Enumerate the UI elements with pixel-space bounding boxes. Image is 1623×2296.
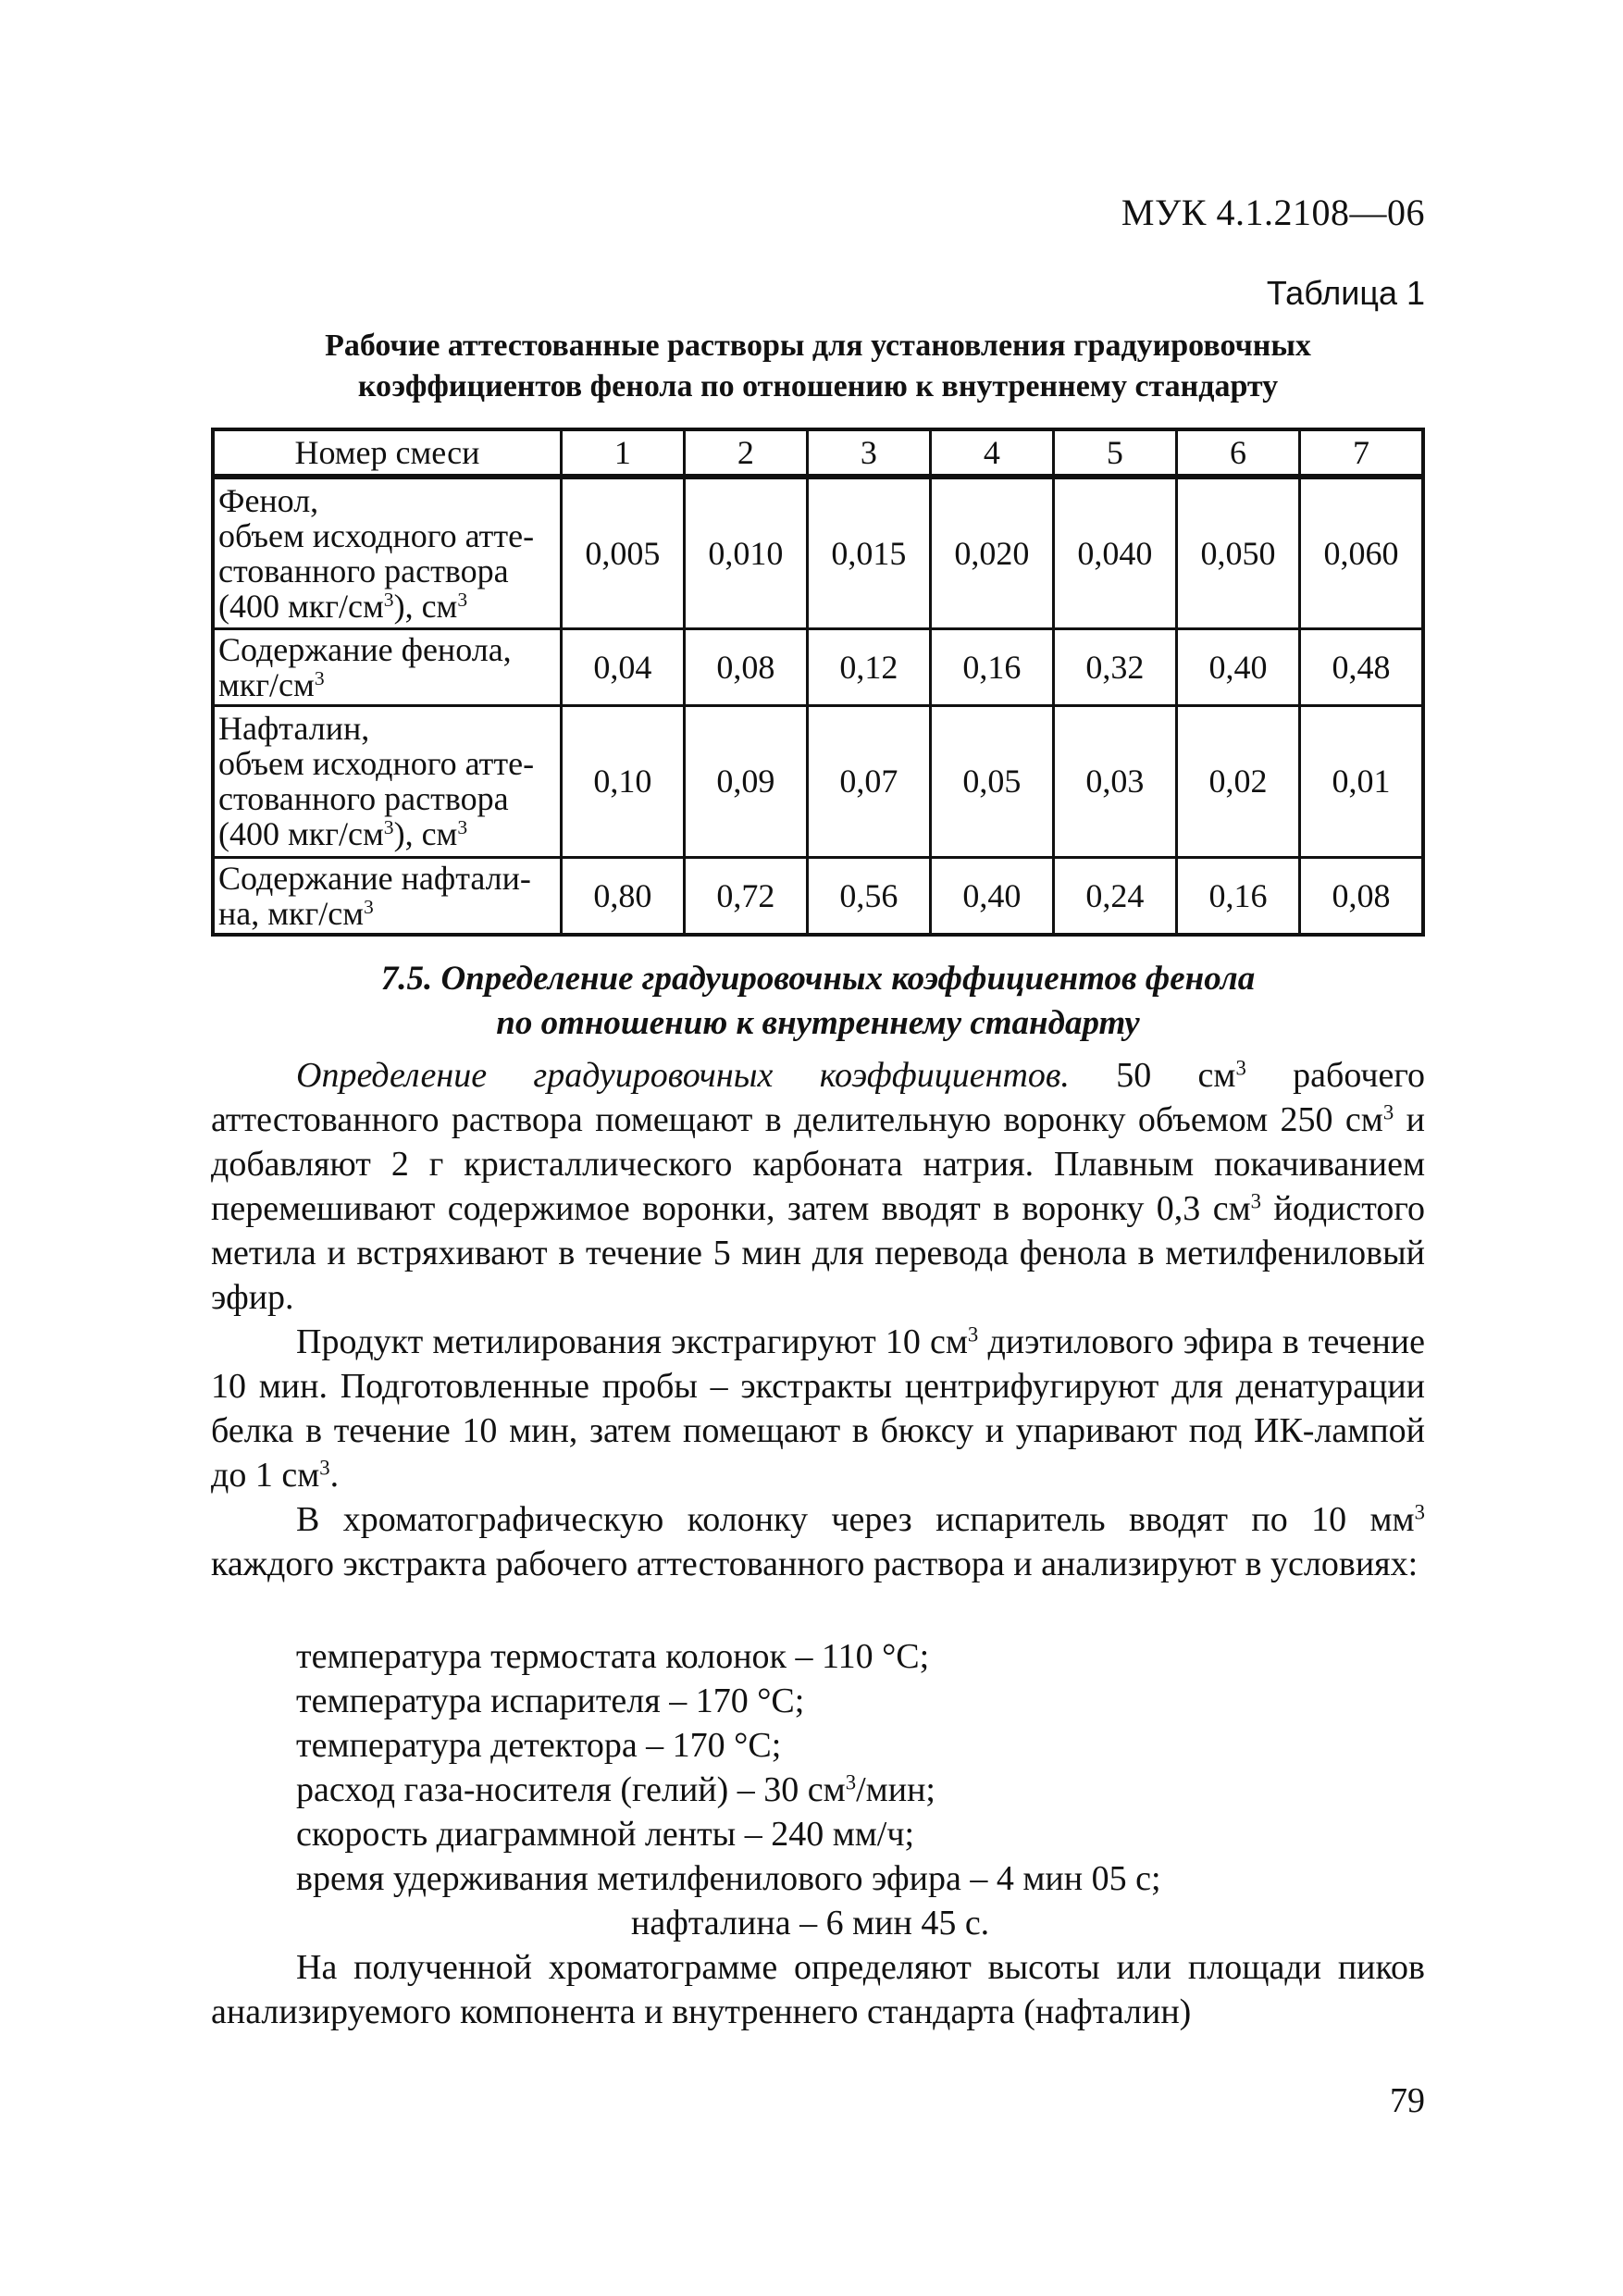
column-header: 2	[684, 429, 807, 477]
body-text	[211, 1053, 1425, 1586]
section-title-line: по отношению к внутреннему стандарту	[496, 1004, 1140, 1042]
table-caption: Таблица 1	[1266, 274, 1425, 312]
table-cell: 0,09	[684, 705, 807, 857]
condition-item: нафталина – 6 мин 45 с.	[631, 1904, 990, 1942]
table-cell: 0,72	[684, 857, 807, 935]
table-cell: 0,56	[807, 857, 930, 935]
table-cell: 0,10	[561, 705, 684, 857]
table-cell: 0,32	[1053, 628, 1176, 705]
condition-item: температура термостата колонок – 110 °С;	[296, 1637, 930, 1676]
table-cell: 0,07	[807, 705, 930, 857]
table-cell: 0,015	[807, 477, 930, 628]
table-cell: 0,040	[1053, 477, 1176, 628]
table-title	[211, 326, 1425, 407]
condition-item: расход газа-носителя (гелий) – 30 $см^3$/мин;	[296, 1770, 935, 1809]
table-row-phenol-volume	[213, 477, 1423, 628]
paragraph: Определение градуировочных коэффициентов. 50 $см^3$ рабочего аттестованного раствора помещают в делительную воронку объемом 250 $см^3$ и добавляют 2 г кристаллического карбоната натрия. Плавным покачиванием перемешивают содержимое воронки, затем вводят в воронку 0,3 $см^3$ йодистого метила и встряхивают в течение 5 мин для перевода фенола в метилфениловый эфир.	[211, 1056, 1426, 1317]
table-title-line: Рабочие аттестованные растворы для установления градуировочных	[325, 329, 1311, 363]
document-code: МУК 4.1.2108—06	[1121, 192, 1425, 233]
table-row-naphthalene-volume	[213, 705, 1423, 857]
table-row-naphthalene-content	[213, 857, 1423, 935]
section-title-line: 7.5. Определение градуировочных коэффициентов фенола	[380, 960, 1256, 998]
paragraph: Продукт метилирования экстрагируют 10 $см^3$ диэтилового эфира в течение 10 мин. Подготовленные пробы – экстракты центрифугируют для денатурации белка в течение 10 мин, затем помещают в бюксу и упаривают под ИК-лампой до 1 $см^3$.	[211, 1322, 1425, 1495]
table-cell: 0,80	[561, 857, 684, 935]
row-label: Содержание нафтали- на, мкг/$см^3$	[213, 857, 561, 935]
table-cell: 0,16	[1176, 857, 1299, 935]
condition-item: температура детектора – 170 °С;	[296, 1726, 782, 1765]
table-cell: 0,050	[1176, 477, 1299, 628]
conditions-list	[296, 1634, 1161, 1945]
table-cell: 0,48	[1299, 628, 1423, 705]
table-cell: 0,05	[930, 705, 1053, 857]
table-cell: 0,02	[1176, 705, 1299, 857]
column-header: 6	[1176, 429, 1299, 477]
table-cell: 0,12	[807, 628, 930, 705]
table-title-line: коэффициентов фенола по отношению к внутреннему стандарту	[357, 369, 1279, 403]
column-header: 1	[561, 429, 684, 477]
table-cell: 0,24	[1053, 857, 1176, 935]
section-title	[211, 957, 1425, 1046]
condition-item: температура испарителя – 170 °С;	[296, 1682, 805, 1720]
table-row-phenol-content	[213, 628, 1423, 705]
table-cell: 0,03	[1053, 705, 1176, 857]
table-cell: 0,40	[1176, 628, 1299, 705]
table-cell: 0,01	[1299, 705, 1423, 857]
table-cell: 0,020	[930, 477, 1053, 628]
table-cell: 0,005	[561, 477, 684, 628]
condition-item: время удерживания метилфенилового эфира – 4 мин 05 с;	[296, 1859, 1161, 1898]
column-header: 5	[1053, 429, 1176, 477]
table-cell: 0,060	[1299, 477, 1423, 628]
row-label: Содержание фенола, мкг/$см^3$	[213, 628, 561, 705]
table-cell: 0,08	[1299, 857, 1423, 935]
column-header: 3	[807, 429, 930, 477]
paragraph: На полученной хроматограмме определяют высоты или площади пиков анализируемого компонента и внутреннего стандарта (нафталин)	[211, 1948, 1425, 2031]
table-cell: 0,16	[930, 628, 1053, 705]
table-cell: 0,40	[930, 857, 1053, 935]
paragraph: В хроматографическую колонку через испаритель вводят по 10 $мм^3$ каждого экстракта рабочего аттестованного раствора и анализируют в условиях:	[211, 1500, 1425, 1583]
table-cell: 0,08	[684, 628, 807, 705]
condition-item: скорость диаграммной ленты – 240 мм/ч;	[296, 1815, 915, 1854]
table-cell: 0,010	[684, 477, 807, 628]
column-header-mixture-number: Номер смеси	[213, 429, 561, 477]
calibration-solutions-table	[211, 428, 1425, 937]
column-header: 4	[930, 429, 1053, 477]
lead-in: Определение градуировочных коэффициентов.	[296, 1056, 1070, 1095]
row-label: Фенол, объем исходного атте- стованного раствора (400 мкг/$см^3$), $см^3$	[213, 477, 561, 628]
column-header: 7	[1299, 429, 1423, 477]
row-label: Нафталин, объем исходного атте- стованного раствора (400 мкг/$см^3$), $см^3$	[213, 705, 561, 857]
table-cell: 0,04	[561, 628, 684, 705]
body-text-continued	[211, 1945, 1425, 2034]
page-number: 79	[1390, 2081, 1425, 2120]
table-header-row	[213, 429, 1423, 477]
